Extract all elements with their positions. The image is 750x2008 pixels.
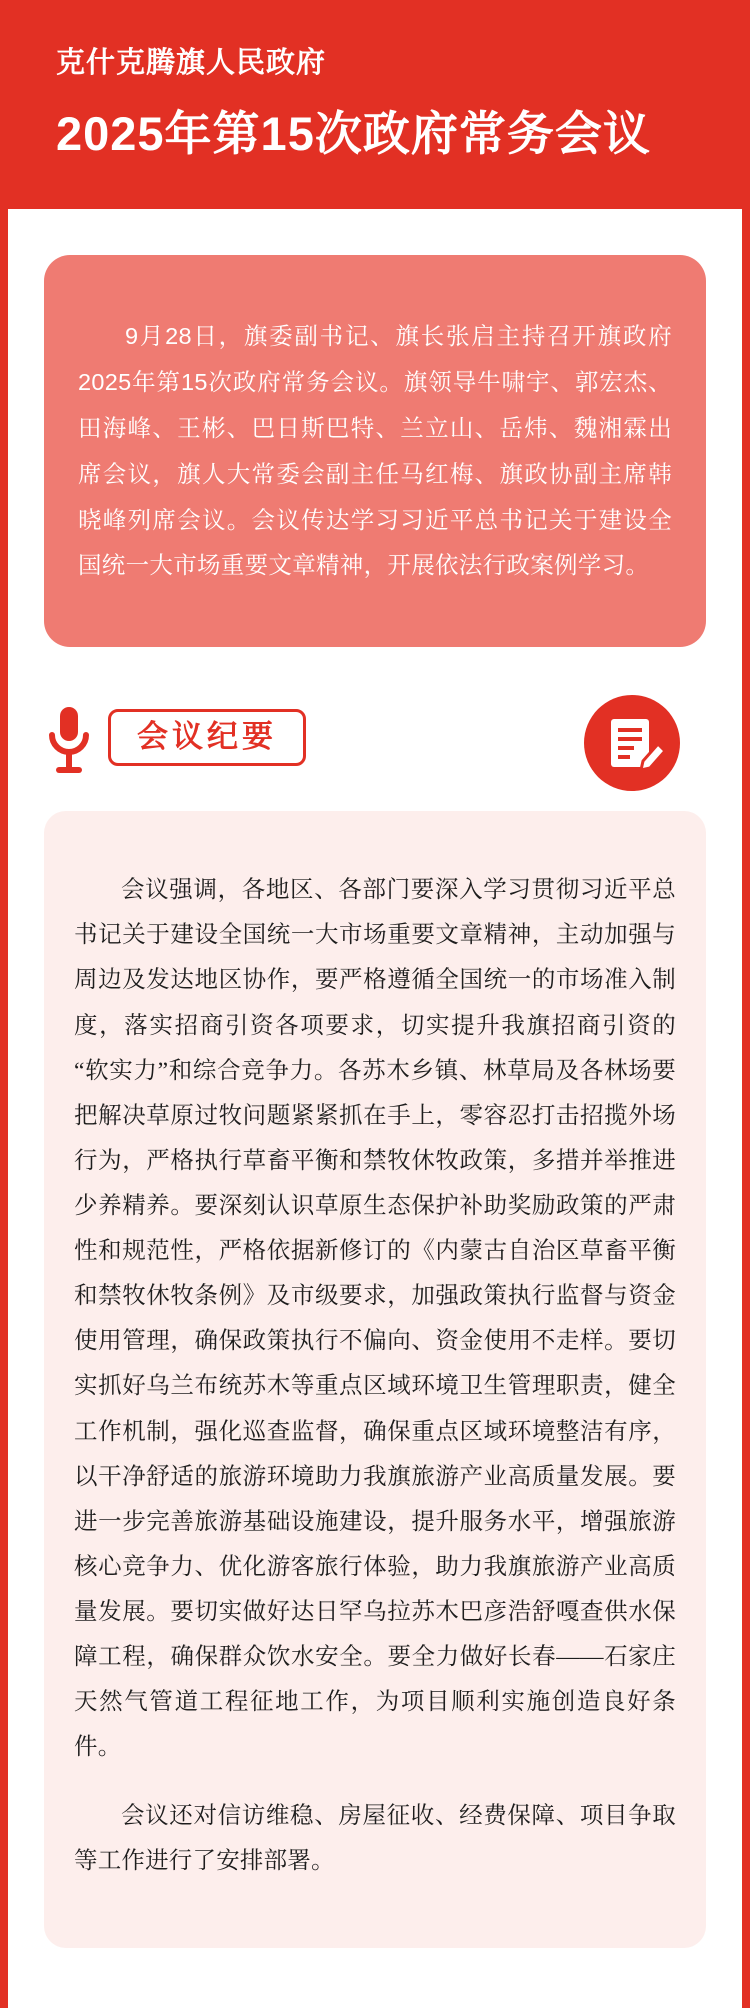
section-heading — [44, 695, 706, 787]
page-title: 2025年第15次政府常务会议 — [56, 106, 651, 160]
meeting-minutes-card — [44, 811, 706, 1948]
intro-card — [44, 255, 706, 647]
minutes-paragraph: 会议强调，各地区、各部门要深入学习贯彻习近平总书记关于建设全国统一大市场重要文章精神，主动加强与周边及发达地区协作，要严格遵循全国统一的市场准入制度，落实招商引资各项要求，切实提升我旗招商引资的“软实力”和综合竞争力。各苏木乡镇、林草局及各林场要把解决草原过牧问题紧紧抓在手上，零容忍打击招揽外场行为，严格执行草畜平衡和禁牧休牧政策，多措并举推进少养精养。要深刻认识草原生态保护补助奖励政策的严肃性和规范性，严格依据新修订的《内蒙古自治区草畜平衡和禁牧休牧条例》及市级要求，加强政策执行监督与资金使用管理，确保政策执行不偏向、资金使用不走样。要切实抓好乌兰布统苏木等重点区域环境卫生管理职责，健全工作机制，强化巡查监督，确保重点区域环境整洁有序，以干净舒适的旅游环境助力我旗旅游产业高质量发展。要进一步完善旅游基础设施建设，提升服务水平，增强旅游核心竞争力、优化游客旅行体验，助力我旗旅游产业高质量发展。要切实做好达日罕乌拉苏木巴彦浩舒嘎查供水保障工程，确保群众饮水安全。要全力做好长春——石家庄天然气管道工程征地工作，为项目顺利实施创造良好条件。 — [74, 877, 676, 1761]
body-wrapper — [0, 209, 750, 2008]
microphone-icon — [46, 705, 92, 777]
intro-paragraph: 9月28日，旗委副书记、旗长张启主持召开旗政府2025年第15次政府常务会议。旗领导牛啸宇、郭宏杰、田海峰、王彬、巴日斯巴特、兰立山、岳炜、魏湘霖出席会议，旗人大常委会副主任马红梅、旗政协副主席韩晓峰列席会议。会议传达学习习近平总书记关于建设全国统一大市场重要文章精神，开展依法行政案例学习。 — [78, 323, 672, 579]
minutes-paragraph: 会议还对信访维稳、房屋征收、经费保障、项目争取等工作进行了安排部署。 — [74, 1802, 676, 1875]
section-badge — [108, 709, 306, 766]
page-header — [0, 0, 750, 209]
document-edit-icon — [584, 695, 680, 791]
organization-name: 克什克腾旗人民政府 — [56, 47, 327, 79]
section-badge-label: 会议纪要 — [137, 718, 277, 754]
content-area — [0, 209, 750, 1948]
